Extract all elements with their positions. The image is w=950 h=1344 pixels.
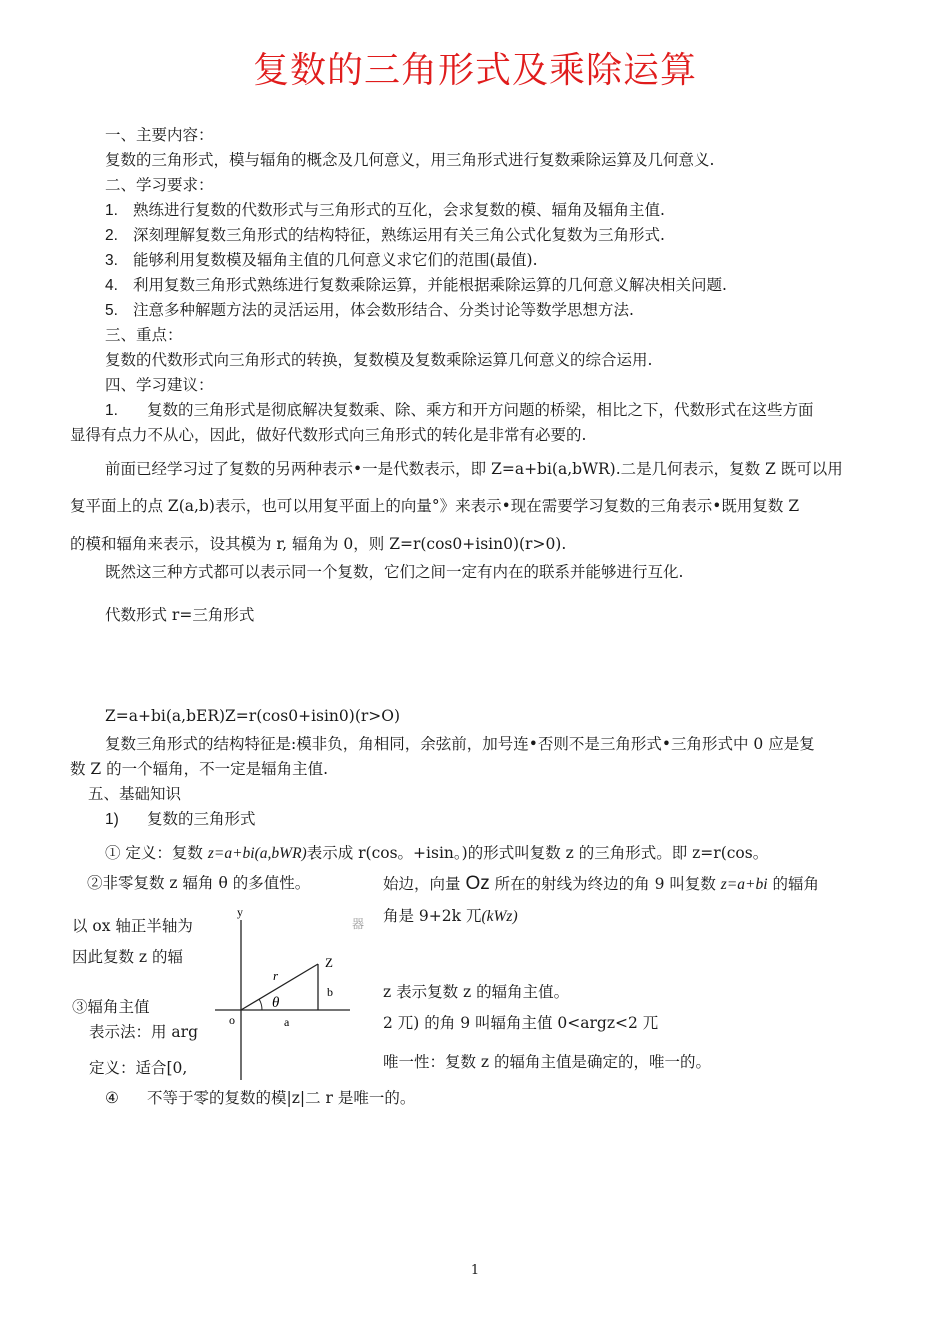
left-column-line: 定义：适合[0, [89, 1059, 188, 1077]
vector-oz-line [241, 964, 318, 1010]
page-number: 1 [470, 1263, 480, 1278]
angle-arc [259, 999, 262, 1010]
left-column-line: 表示法：用 arg [89, 1023, 198, 1041]
text-segment: 的辐角 [767, 875, 819, 893]
definition-line [105, 843, 768, 864]
vector-oz: Oz [465, 873, 490, 894]
principal-value-notation: z 表示复数 z 的辐角主值。 [383, 983, 570, 1001]
item-text: 能够利用复数模及辐角主值的几何意义求它们的范围(最值). [133, 251, 538, 269]
requirement-item [105, 200, 665, 221]
paragraph: 既然这三种方式都可以表示同一个复数，它们之间一定有内在的联系并能够进行互化. [105, 563, 684, 581]
item-text: 注意多种解题方法的灵活运用，体会数形结合、分类讨论等数学思想方法. [133, 301, 634, 319]
suggestion-paragraph-line: 显得有点力不从心，因此，做好代数形式向三角形式的转化是非常有必要的. [70, 426, 587, 444]
complex-plane-figure [200, 900, 370, 1085]
formula: (kWz) [481, 908, 518, 925]
item-number: 2. [105, 227, 118, 244]
section-1-heading: 一、主要内容： [105, 126, 214, 144]
left-column-line: 因此复数 z 的辐 [72, 948, 184, 966]
requirement-item [105, 275, 727, 296]
item-number: 1) [105, 811, 119, 828]
suggestion-paragraph-line [105, 400, 814, 421]
section-2-heading: 二、学习要求： [105, 176, 214, 194]
item-text: 深刻理解复数三角形式的结构特征，熟练运用有关三角公式化复数为三角形式. [133, 226, 665, 244]
requirement-item [105, 300, 634, 321]
requirement-item [105, 250, 538, 271]
principal-value-uniqueness: 唯一性：复数 z 的辐角主值是确定的，唯一的。 [383, 1053, 712, 1071]
text-segment: 始边，向量 [383, 875, 466, 893]
form-conversion-label: 代数形式 r=三角形式 [105, 606, 255, 624]
formula: z=a+bi [720, 876, 768, 893]
requirement-item [105, 225, 665, 246]
representation-paragraph-line: 的模和辐角来表示，设其模为 r, 辐角为 0，则 Z=r(cos0+isin0)(r>0). [70, 535, 567, 553]
item-text: 熟练进行复数的代数形式与三角形式的互化，会求复数的模、辐角及辐角主值. [133, 201, 665, 219]
item-text: 利用复数三角形式熟练进行复数乘除运算，并能根据乘除运算的几何意义解决相关问题. [133, 276, 727, 294]
structure-paragraph-line: 复数三角形式的结构特征是:模非负，角相同，余弦前，加号连•否则不是三角形式•三角形式中 0 应是复 [105, 735, 815, 753]
text-segment: 所在的射线为终边的角 9 叫复数 [489, 875, 721, 893]
section-1-text: 复数的三角形式，模与辐角的概念及几何意义，用三角形式进行复数乘除运算及几何意义. [105, 151, 715, 169]
definition-suffix: 表示成 r(cos。+isin。)的形式叫复数 z 的三角形式。即 z=r(cos。 [306, 844, 769, 862]
left-column-line: 以 ox 轴正半轴为 [72, 917, 193, 935]
faint-stamp: 器 [352, 917, 365, 931]
item-number: ④ [105, 1090, 119, 1107]
origin-label: o [229, 1013, 235, 1027]
y-axis-label: y [237, 905, 243, 919]
representation-paragraph-line: 复平面上的点 Z(a,b)表示，也可以用复平面上的向量°》来表示•现在需要学习复数的三角表示•既用复数 Z [70, 497, 800, 515]
imag-part-label: b [327, 985, 333, 999]
text-segment: 角是 9+2k 兀 [383, 907, 482, 925]
principal-value-heading: ③辐角主值 [72, 998, 150, 1016]
real-part-label: a [284, 1015, 290, 1029]
section-3-text: 复数的代数形式向三角形式的转换，复数模及复数乘除运算几何意义的综合运用. [105, 351, 653, 369]
paragraph-text: 复数的三角形式是彻底解决复数乘、除、乘方和开方问题的桥梁，相比之下，代数形式在这些方面 [147, 401, 814, 419]
item-number: 4. [105, 277, 118, 294]
x-axis-label: x [345, 1014, 346, 1015]
basics-item [105, 809, 256, 830]
principal-value-range: 2 兀) 的角 9 叫辐角主值 0<argz<2 兀 [383, 1014, 659, 1032]
section-3-heading: 三、重点： [105, 326, 183, 344]
page-title: 复数的三角形式及乘除运算 [252, 50, 697, 91]
multivalue-heading: ②非零复数 z 辐角 θ 的多值性。 [87, 874, 311, 892]
item-number: 3. [105, 252, 118, 269]
item-text: 复数的三角形式 [147, 810, 256, 828]
item-number: 1. [105, 202, 118, 219]
definition-formula: z=a+bi(a,bWR) [207, 845, 307, 862]
angle-theta-label: θ [272, 995, 280, 1011]
item-text: 不等于零的复数的模|z|二 r 是唯一的。 [147, 1089, 416, 1107]
representation-paragraph-line: 前面已经学习过了复数的另两种表示•一是代数表示，即 Z=a+bi(a,bWR).二是几何表示，复数 Z 既可以用 [105, 460, 843, 478]
argument-general-line [383, 906, 518, 927]
argument-definition-line [383, 874, 819, 895]
section-5-heading: 五、基础知识 [88, 785, 182, 803]
form-conversion-formula: Z=a+bi(a,bER)Z=r(cos0+isin0)(r>O) [105, 707, 401, 725]
item-number: 5. [105, 302, 118, 319]
section-4-heading: 四、学习建议： [105, 376, 214, 394]
modulus-uniqueness-line [105, 1088, 415, 1109]
definition-prefix: ① 定义：复数 [105, 844, 208, 862]
modulus-label: r [273, 968, 279, 983]
point-z-label: Z [325, 955, 333, 970]
structure-paragraph-line: 数 Z 的一个辐角，不一定是辐角主值. [70, 760, 329, 778]
item-number: 1. [105, 402, 118, 419]
